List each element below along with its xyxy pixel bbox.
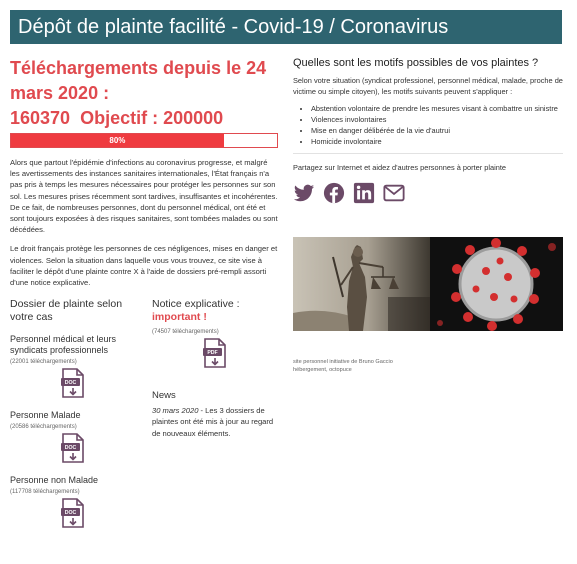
doc-file-icon[interactable] <box>60 433 140 463</box>
dossier-item-count: (20586 téléchargements) <box>10 424 77 431</box>
svg-text:PDF: PDF <box>207 350 218 357</box>
email-icon[interactable] <box>383 182 405 209</box>
downloads-count: 160370 <box>10 108 71 128</box>
dossier-item-not-sick <box>10 475 140 528</box>
intro-paragraph-2: Le droit français protège les personnes de ces négligences, mises en danger et violences. Selon la situation dans laquelle vous vous trouvez, ce site vise à faciliter le dépôt d'une plainte contre X à l'aide de dossiers pré-rempli assorti d'une notice explicative. <box>10 244 278 288</box>
doc-file-icon[interactable] <box>60 368 140 398</box>
news-section <box>152 390 280 439</box>
downloads-title: Téléchargements depuis le 24 mars 2020 : <box>10 58 267 103</box>
divider <box>293 153 563 154</box>
downloads-progress-bar <box>10 133 278 148</box>
social-links <box>293 182 563 209</box>
twitter-icon[interactable] <box>293 182 315 209</box>
list-item: • Homicide involontaire <box>311 136 563 147</box>
notice-count: (74507 téléchargements) <box>152 329 219 336</box>
notice-column <box>152 298 280 439</box>
dossier-title: Dossier de plainte selon votre cas <box>10 298 123 324</box>
facebook-icon[interactable] <box>323 182 345 209</box>
dossier-item-label: Personne Malade <box>10 410 81 421</box>
dossier-item-label: Personnel médical et leurs syndicats professionnels <box>10 334 117 356</box>
right-column <box>293 56 563 374</box>
dossier-item-sick <box>10 410 140 463</box>
notice-title-text: Notice explicative : <box>152 298 240 311</box>
news-date: 30 mars 2020 <box>152 406 199 416</box>
intro-paragraph-1: Alors que partout l'épidémie d'infections au coronavirus progresse, et malgré les avertissements des instances sanitaires internationales, l'État français n'a pas pris à temps les mesures nécessaires pour protéger les personnes sur son sol. Les mesures prises récemment sont tardives, insuffisantes et incohérentes. De ce fait, de nombreuses personnes, dont du personnel médical, ont été et sont toujours exposées à des risques sanitaires, sont tombées malades ou sont décédées. <box>10 158 278 235</box>
footer-line: hébergement, octopuce <box>293 367 352 373</box>
notice-important: important ! <box>152 311 207 324</box>
downloads-counter <box>10 106 278 130</box>
linkedin-icon[interactable] <box>353 182 375 209</box>
illustration-images <box>293 237 563 331</box>
dossier-item-medical <box>10 334 140 398</box>
coronavirus-image <box>430 237 563 331</box>
svg-text:DOC: DOC <box>64 380 77 387</box>
justice-statue-image <box>293 237 430 331</box>
downloads-section <box>10 298 278 564</box>
dossier-item-count: (117708 téléchargements) <box>10 489 80 496</box>
doc-file-icon[interactable] <box>60 498 140 528</box>
motifs-list <box>293 103 563 147</box>
list-item: • Violences involontaires <box>311 114 563 125</box>
share-text: Partagez sur Internet et aidez d'autres personnes à porter plainte <box>293 163 506 172</box>
page-title: Dépôt de plainte facilité - Covid-19 / Coronavirus <box>18 16 449 38</box>
svg-text:DOC: DOC <box>64 445 77 452</box>
pdf-file-icon[interactable] <box>202 338 280 368</box>
motifs-title: Quelles sont les motifs possibles de vos plaintes ? <box>293 57 539 69</box>
motifs-intro: Selon votre situation (syndicat professionel, personnel médical, malade, proche de victime ou simple citoyen), les motifs suivants peuvent s'appliquer : <box>293 76 563 96</box>
notice-title <box>152 298 280 324</box>
dossier-item-count: (22001 téléchargements) <box>10 359 77 366</box>
list-item: • Abstention volontaire de prendre les mesures visant à combattre un sinistre <box>311 103 563 114</box>
footer-line: site personnel initiative de Bruno Gaccio <box>293 359 393 365</box>
left-column <box>10 56 278 564</box>
dossier-item-label: Personne non Malade <box>10 475 99 486</box>
news-text <box>152 405 280 439</box>
news-body: - Les 3 dossiers de plaintes ont été mis à jour au regard de nouveaux éléments. <box>152 406 274 438</box>
downloads-goal: Objectif : 200000 <box>80 108 224 128</box>
progress-label: 80% <box>109 136 126 145</box>
list-item: • Mise en danger délibérée de la vie d'autrui <box>311 125 563 136</box>
svg-text:DOC: DOC <box>64 510 77 517</box>
news-title: News <box>152 390 176 402</box>
dossier-column <box>10 298 140 528</box>
header-banner <box>10 10 562 44</box>
footer-credits <box>293 358 563 374</box>
